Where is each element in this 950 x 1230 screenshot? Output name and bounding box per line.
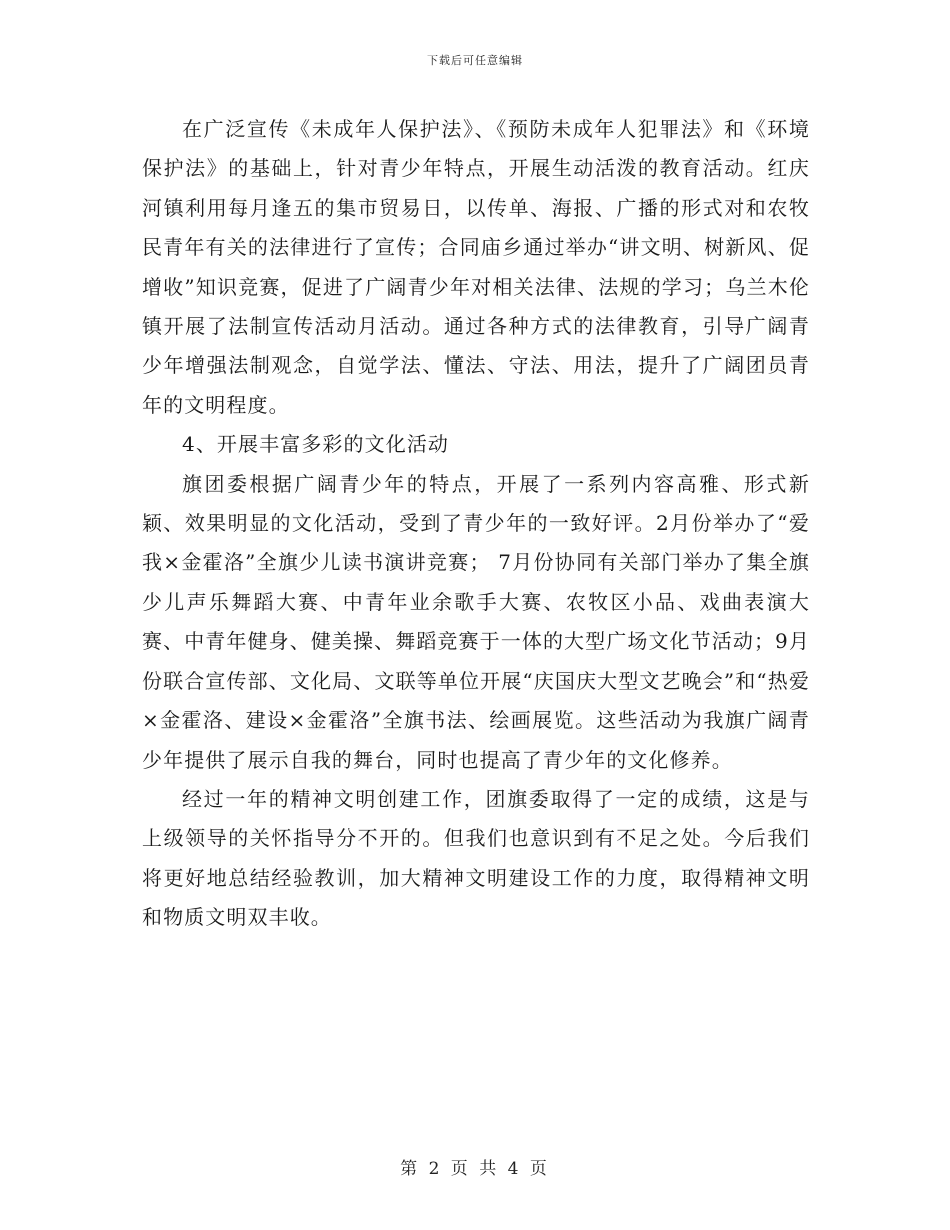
paragraph-conclusion: 经过一年的精神文明创建工作，团旗委取得了一定的成绩，这是与上级领导的关怀指导分不开的。但我们也意识到有不足之处。今后我们将更好地总结经验教训，加大精神文明建设工作的力度，取得精神文明和物质文明双丰收。: [142, 786, 810, 930]
page-header-note: 下载后可任意编辑: [427, 54, 523, 67]
paragraph-cultural-activities: 旗团委根据广阔青少年的特点，开展了一系列内容高雅、形式新颖、效果明显的文化活动，受到了青少年的一致好评。2月份举办了“爱我×金霍洛”全旗少儿读书演讲竞赛； 7月份协同有关部门举办了集全旗少儿声乐舞蹈大赛、中青年业余歌手大赛、农牧区小品、戏曲表演大赛、中青年健身、健美操、舞蹈竞赛于一体的大型广场文化节活动；9月份联合宣传部、文化局、文联等单位开展“庆国庆大型文艺晚会”和“热爱×金霍洛、建设×金霍洛”全旗书法、绘画展览。这些活动为我旗广阔青少年提供了展示自我的舞台，同时也提高了青少年的文化修养。: [142, 471, 810, 772]
paragraph-legal-education: 在广泛宣传《未成年人保护法》、《预防未成年人犯罪法》和《环境保护法》的基础上，针对青少年特点，开展生动活泼的教育活动。红庆河镇利用每月逢五的集市贸易日，以传单、海报、广播的形式对和农牧民青年有关的法律进行了宣传；合同庙乡通过举办“讲文明、树新风、促增收”知识竞赛，促进了广阔青少年对相关法律、法规的学习；乌兰木伦镇开展了法制宣传活动月活动。通过各种方式的法律教育，引导广阔青少年增强法制观念，自觉学法、懂法、守法、用法，提升了广阔团员青年的文明程度。: [142, 117, 810, 417]
document-body: [142, 110, 810, 938]
page-number-footer: 第 2 页 共 4 页: [400, 1159, 550, 1179]
section-heading-cultural-activities: 4、开展丰富多彩的文化活动: [182, 432, 450, 457]
